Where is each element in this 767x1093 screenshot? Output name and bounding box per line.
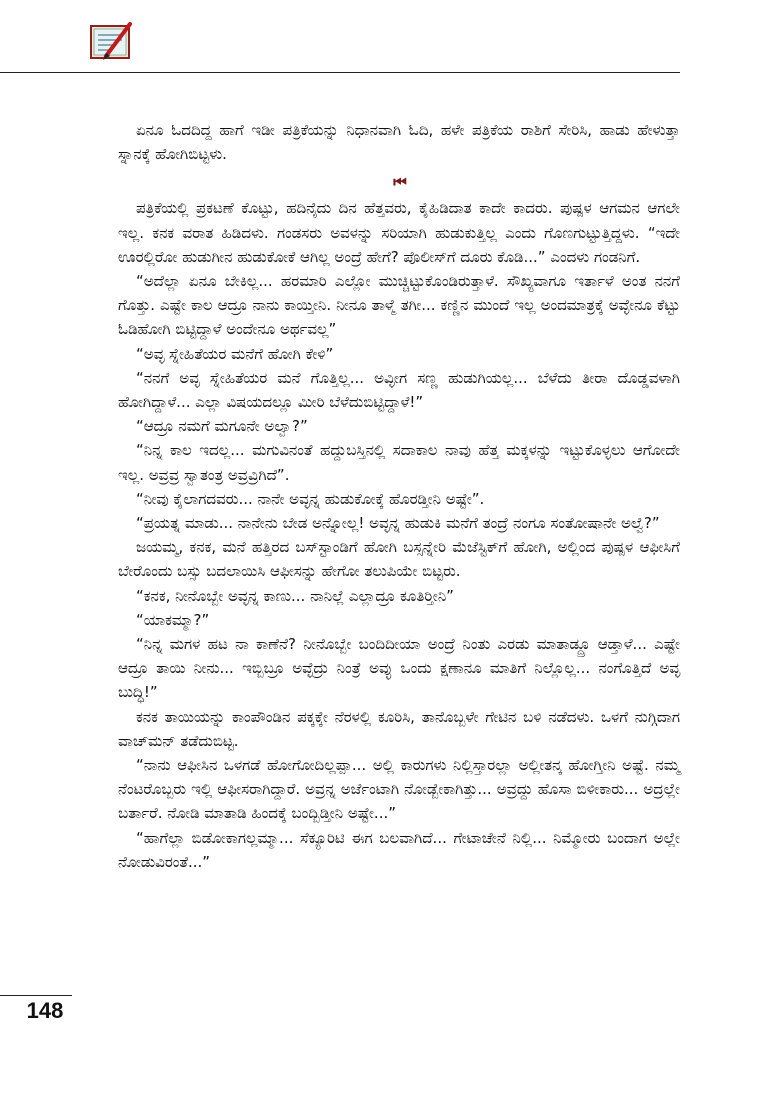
paragraph: “ನೀವು ಕೈಲಾಗದವರು... ನಾನೇ ಅವ್ಳನ್ನ ಹುಡುಕೋಕ್ಕೆ ಹೊರಡ್ತೀನಿ ಅಷ್ಟೇ”.	[136, 489, 485, 508]
paragraph: “ನಿನ್ನ ಮಗಳ ಹಟ ನಾ ಕಾಣೆನೆ? ನೀನೊಬ್ಬೇ ಬಂದಿದೀಯಾ ಅಂದ್ರೆ ನಿಂತು ಎರಡು ಮಾತಾಡ್ದ್ರೂ ಆಡ್ತಾಳೆ... ಎಷ್ಟೇ ಆದ್ರೂ ತಾಯಿ ನೀನು... ಇಬ್ಬಿಬ್ರೂ ಅವ್ಳೆದ್ರು ನಿಂತ್ರೆ ಅವ್ಳು ಒಂದು ಕ್ಷಣಾನೂ ಮಾತಿಗೆ ನಿಲ್ಲೊಲ್ಲ... ನಂಗೊತ್ತಿದೆ ಅವ್ಳ ಬುದ್ಧಿ!”	[118, 635, 680, 702]
paragraph: “ನನಗೆ ಅವ್ಳ ಸ್ನೇಹಿತೆಯರ ಮನೆ ಗೊತ್ತಿಲ್ಲ... ಅವ್ಳೀಗ ಸಣ್ಣ ಹುಡುಗಿಯಲ್ಲ... ಬೆಳೆದು ತೀರಾ ದೊಡ್ಡವಳಾಗಿ ಹೋಗಿದ್ದಾಳೆ... ಎಲ್ಲಾ ವಿಷಯದಲ್ಲೂ ಮೀರಿ ಬೆಳೆದುಬಿಟ್ಟಿದ್ದಾಳೆ!”	[118, 368, 680, 412]
paragraph: “ಹಾಗೆಲ್ಲಾ ಬಿಡೋಕಾಗಲ್ಲಮ್ಮಾ... ಸೆಕ್ಯೂರಿಟಿ ಈಗ ಬಲವಾಗಿದೆ... ಗೇಟಾಚೇನೆ ನಿಲ್ಲಿ... ನಿಮ್ಮೋರು ಬಂದಾಗ ಅಲ್ಲೇ ನೋಡುವಿರಂತೆ...”	[118, 828, 680, 871]
paragraph: ಪತ್ರಿಕೆಯಲ್ಲಿ ಪ್ರಕಟಣೆ ಕೊಟ್ಟು, ಹದಿನೈದು ದಿನ ಹೆತ್ತವರು, ಕೈಹಿಡಿದಾತ ಕಾದೇ ಕಾದರು. ಪುಷ್ಪಳ ಆಗಮನ ಆಗಲೇ ಇಲ್ಲ. ಕನಕ ವರಾತ ಹಿಡಿದಳು. ಗಂಡಸರು ಅವಳನ್ನು ಸರಿಯಾಗಿ ಹುಡುಕುತ್ತಿಲ್ಲ ಎಂದು ಗೊಣಗುಟ್ಟುತ್ತಿದ್ದಳು. “ಇದೇ ಊರಲ್ಲಿರೋ ಹುಡುಗೀನ ಹುಡುಕೋಕೆ ಆಗಿಲ್ಲ ಅಂದ್ರೆ ಹೇಗೆ? ಪೊಲೀಸ್‌ಗೆ ದೂರು ಕೊಡಿ...” ಎಂದಳು ಗಂಡನಿಗೆ.	[118, 199, 680, 266]
header-rule	[0, 72, 680, 73]
story-text	[118, 118, 680, 874]
logo-graphic	[88, 20, 134, 64]
section-break-icon: ⏮	[393, 173, 405, 192]
paragraph: “ಅದೆಲ್ಲಾ ಏನೂ ಬೇಕಿಲ್ಲ... ಹರಮಾರಿ ಎಲ್ಲೋ ಮುಚ್ಚಿಟ್ಟುಕೊಂಡಿರುತ್ತಾಳೆ. ಸೌಖ್ಯವಾಗೂ ಇರ್ತಾಳೆ ಅಂತ ನನಗೆ ಗೊತ್ತು. ಎಷ್ಟೇ ಕಾಲ ಆದ್ರೂ ನಾನು ಕಾಯ್ತೀನಿ. ನೀನೂ ತಾಳ್ಮೆ ತಗೀ... ಕಣ್ಣಿನ ಮುಂದೆ ಇಲ್ಲ ಅಂದಮಾತ್ರಕ್ಕೆ ಅವ್ಳೇನೂ ಕೆಟ್ಟು ಓಡಿಹೋಗಿ ಬಿಟ್ಟಿದ್ದಾಳೆ ಅಂದೇನೂ ಅರ್ಥವಲ್ಲ”	[118, 272, 680, 339]
footer-rule	[0, 995, 72, 996]
paragraph: ಜಯಮ್ಮ, ಕನಕ, ಮನೆ ಹತ್ತಿರದ ಬಸ್‌ಸ್ಟಾಂಡಿಗೆ ಹೋಗಿ ಬಸ್ಸನ್ನೇರಿ ಮೆಜೆಸ್ಟಿಕ್‌ಗೆ ಹೋಗಿ, ಅಲ್ಲಿಂದ ಪುಷ್ಪಳ ಆಫೀಸಿಗೆ ಬೇರೊಂದು ಬಸ್ಸು ಬದಲಾಯಿಸಿ ಆಫೀಸನ್ನು ಹೇಗೋ ತಲುಪಿಯೇ ಬಿಟ್ಟರು.	[118, 538, 680, 581]
paragraph: “ಆದ್ರೂ ನಮಗೆ ಮಗೂನೇ ಅಲ್ವಾ?”	[136, 417, 308, 436]
paragraph: “ಅವ್ಳ ಸ್ನೇಹಿತೆಯರ ಮನೆಗೆ ಹೋಗಿ ಕೇಳಿ”	[136, 344, 334, 363]
paragraph: ಕನಕ ತಾಯಿಯನ್ನು ಕಾಂಪೌಂಡಿನ ಪಕ್ಕಕ್ಕೇ ನೆರಳಲ್ಲಿ ಕೂರಿಸಿ, ತಾನೊಬ್ಬಳೇ ಗೇಟಿನ ಬಳಿ ನಡೆದಳು. ಒಳಗೆ ನುಗ್ಗಿದಾಗ ವಾಚ್‌ಮನ್ ತಡೆದುಬಿಟ್ಟ.	[118, 707, 680, 750]
paragraph: “ಕನಕ, ನೀನೊಬ್ಬೇ ಅವ್ಳನ್ನ ಕಾಣು... ನಾನಿಲ್ಲೆ ಎಲ್ಲಾದ್ರೂ ಕೂತಿರ್‍ತೀನಿ”	[136, 586, 454, 605]
paragraph: “ಯಾಕಮ್ಮಾ?”	[136, 610, 210, 629]
page-number: 148	[26, 998, 64, 1023]
paragraph: “ನಿನ್ನ ಕಾಲ ಇದಲ್ಲ... ಮಗುವಿನಂತೆ ಹದ್ದುಬಸ್ತಿನಲ್ಲಿ ಸದಾಕಾಲ ನಾವು ಹೆತ್ತ ಮಕ್ಕಳನ್ನು ಇಟ್ಟುಕೊಳ್ಳಲು ಆಗೋದೇ ಇಲ್ಲ. ಅವ್ರವ್ರ ಸ್ವಾತಂತ್ರ ಅವ್ರವ್ರಿಗಿದೆ”.	[118, 441, 680, 484]
paragraph: ಏನೂ ಓದದಿದ್ದ ಹಾಗೆ ಇಡೀ ಪತ್ರಿಕೆಯನ್ನು ನಿಧಾನವಾಗಿ ಓದಿ, ಹಳೇ ಪತ್ರಿಕೆಯ ರಾಶಿಗೆ ಸೇರಿಸಿ, ಹಾಡು ಹೇಳುತ್ತಾ ಸ್ನಾನಕ್ಕೆ ಹೋಗಿಬಿಟ್ಟಳು.	[118, 121, 680, 164]
notepad-with-pen-icon	[88, 20, 134, 64]
paragraph: “ನಾನು ಆಫೀಸಿನ ಒಳಗಡೆ ಹೋಗೋದಿಲ್ಲಪ್ಪಾ... ಅಲ್ಲಿ ಕಾರುಗಳು ನಿಲ್ಲಿಸ್ತಾರಲ್ಲಾ ಅಲ್ಲೀತನ್ಕ ಹೋಗ್ತೀನಿ ಅಷ್ಟೆ. ನಮ್ಮ ನೆಂಟರೊಬ್ಬರು ಇಲ್ಲಿ ಆಫೀಸರಾಗಿದ್ದಾರೆ. ಅವ್ರನ್ನ ಅರ್ಜೆಂಟಾಗಿ ನೋಡ್ಬೇಕಾಗಿತ್ತು... ಅವ್ರದ್ದು ಹೊಸಾ ಬಿಳೀಕಾರು... ಅದ್ರಲ್ಲೇ ಬರ್ತಾರೆ. ನೋಡಿ ಮಾತಾಡಿ ಹಿಂದಕ್ಕೆ ಬಂದ್ಬಿಡ್ತೀನಿ ಅಷ್ಟೇ...”	[118, 756, 680, 823]
paragraph: “ಪ್ರಯತ್ನ ಮಾಡು... ನಾನೇನು ಬೇಡ ಅನ್ನೋಲ್ಲ! ಅವ್ಳನ್ನ ಹುಡುಕಿ ಮನೆಗೆ ತಂದ್ರೆ ನಂಗೂ ಸಂತೋಷಾನೇ ಅಲ್ವೆ?”	[136, 514, 660, 533]
